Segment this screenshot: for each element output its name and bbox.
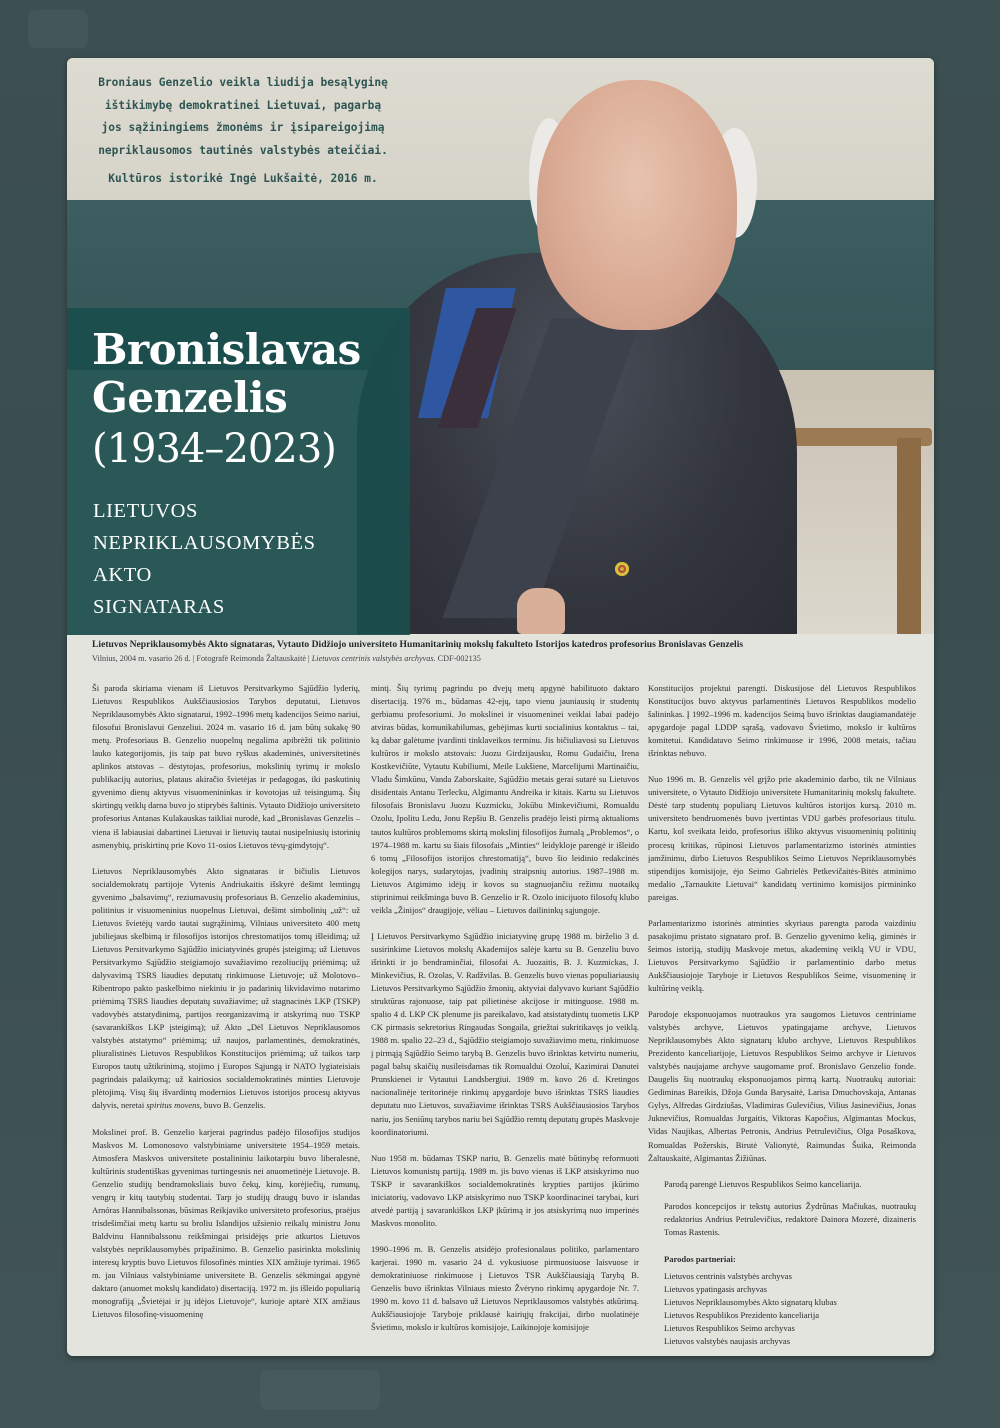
paragraph: Nuo 1958 m. būdamas TSKP nariu, B. Genzelis matė būtinybę reformuoti Lietuvos komunistų partiją. 1989 m. jis buvo vienas iš LKP atsiskyrimo nuo TSKP ir savarankiškos socialdemokratinės krypties partijos įkūrimo iniciatorių, vadovavo LKP atsiskyrimo nuo TSKP koordinacinei tarybai, kuri atvedė partiją į savarankiškos LKP įkūrimą ir jos atsiskyrimą nuo imperinės Maskvos monolito. xyxy=(371,1152,639,1228)
role-title xyxy=(93,495,316,623)
text-column-1 xyxy=(92,682,360,1334)
paragraph: Lietuvos Nepriklausomybės Akto signataras ir bičiulis Lietuvos socialdemokratų partijoje Vytenis Andriukaitis išskyrė dešimt lemtingų gyvenimo „balsavimų“, reziumavusių profesoriaus B. Genzelio akademinius, politinius ir visuomeninius nuopelnus Lietuvai, dešimt simbolinių „už“: už Lietuvos švietėjų vardo tautai sugrąžinimą, Vilniaus universiteto 400 metų jubiliejaus skelbimą ir filosofijos istorijos chrestomatijos tomų išleidimą; už Lietuvos Persitvarkymo Sąjūdžio iniciatyvinės grupės įsteigimą; už Lietuvos Persitvarkymo Sąjūdžio steigiamojo suvažiavimo rezoliucijų priėmimą; už dalyvavimą TSRS liaudies deputatų rinkimuose Lietuvoje; už Molotovo–Ribentropo pakto paskelbimo niekiniu ir jo padarinių likvidavimo nutarimo priėmimą TSRS liaudies deputatų suvažiavime; už stagnacinės LKP (TSKP) vadovybės atstatydinimą, partijos reorganizavimą ir atskyrimą nuo TSKP (savarankiškos LKP įsteigimą); už Akto „Dėl Lietuvos Nepriklausomos valstybės atstatymo“ priėmimą; už naujos, parlamentinės, demokratinės, pliuralistinės Lietuvos Respublikos Konstitucijos priėmimą; už taikos tarp Europos tautų užtikrinimą, stojimo į Europos Sąjungą ir NATO lygiateisiais pagrindais palaikymą; už kairiosios socialdemokratinės minties Lietuvoje plėtojimą. Visų šių išvardintų modernios Lietuvos istorijos procesų aktyvus dalyvis, neretai spiritus movens, buvo B. Genzelis. xyxy=(92,865,360,1111)
paragraph: mintį. Šių tyrimų pagrindu po dvejų metų apgynė habilituoto daktaro disertaciją. 1976 m., būdamas 42-ejų, tapo vienu jauniausių ir studentų gerbiamu profesoriumi. Jo mokslinei ir visuomeninei veiklai labai padėjo atviras būdas, komunikabilumas, gebėjimas kurti socialinius kontaktus – tai, ką dabar galėtume įvardinti tinklaveikos terminu. Jis bičiuliavosi su Lietuvos kultūros ir mokslo atstovais: Juozu Girdzijausku, Romu Gudaičiu, Irena Kostkevičiūte, Vytautu Kubiliumi, Meile Lukšiene, Marcelijumi Martinaičiu, Vladu Šimkūnu, Vanda Zaborskaite, Sąjūdžio metais gerai sutarė su Lietuvos disidentais Antanu Terlecku, Algimantu Andreika ir kitais. Kartu su Lietuvos filosofais Bronislavu Juozu Kuzmicku, Jokūbu Minkevičiumi, Romualdu Ozolu, Ipolitu Ledu, Jonu Repšiu B. Genzelis pradėjo leisti pirmą aktualioms tautos kultūros problemoms skirtą mokslinį filosofijos žurnalą „Problemos“, o 1974–1988 m. kartu su šiais filosofais „Minties“ leidykloje parengė ir išleido 6 tomų „Filosofijos istorijos chrestomatiją“, buvo šio leidinio redakcinės kolegijos narys, sudarytojas, įvadinių straipsnių autorius. 1987–1988 m. Lietuvos Atgimimo idėjų ir kovos su stagnuojančiu režimu nuotaikų stiprinimui reikšminga buvo B. Genzelio ir R. Ozolo inicijuoto filosofų klubo veikla „Žinijos“ draugijoje, vėliau – Lietuvos dailininkų sąjungoje. xyxy=(371,683,639,915)
background-decoration xyxy=(260,1370,380,1410)
first-name: Bronislavas xyxy=(92,325,361,374)
life-years: (1934–2023) xyxy=(92,426,336,472)
caption-main: Lietuvos Nepriklausomybės Akto signataras, Vytauto Didžiojo universiteto Humanitarinių mokslų fakulteto Istorijos katedros profesorius Bronislavas Genzelis xyxy=(92,639,744,650)
role-line: SIGNATARAS xyxy=(93,596,225,618)
caption-credits xyxy=(92,652,922,666)
caption-photographer: Fotografė Reimonda Žaltauskaitė xyxy=(196,654,306,663)
epigraph-quote xyxy=(93,72,393,191)
role-line: LIETUVOS xyxy=(93,500,199,522)
authors-credit: Parodos koncepcijos ir tekstų autorius Žydrūnas Mačiukas, nuotraukų redaktorius Andrius Petrulevičius, redaktorė Dainora Mozerė, dizaineris Tomas Rastenis. xyxy=(664,1200,916,1237)
quote-line: Broniaus Genzelio veikla liudija besąlyginę xyxy=(98,76,388,89)
caption-place-date: Vilnius, 2004 m. vasario 26 d. xyxy=(92,654,191,663)
exhibition-poster xyxy=(67,58,934,1356)
photo-chair-leg xyxy=(897,438,921,634)
photo-face xyxy=(537,80,737,330)
partner-item: Lietuvos Nepriklausomybės Akto signatarų klubas xyxy=(664,1296,837,1307)
partner-item: Lietuvos ypatingasis archyvas xyxy=(664,1283,768,1294)
quote-line: ištikimybę demokratinei Lietuvai, pagarbą xyxy=(104,98,382,112)
partner-item: Lietuvos Respublikos Seimo archyvas xyxy=(664,1323,795,1334)
lapel-pin-icon xyxy=(615,562,629,576)
text-column-3 xyxy=(648,682,916,1348)
photo-hand xyxy=(517,588,565,634)
paragraph: Ši paroda skiriama vienam iš Lietuvos Persitvarkymo Sąjūdžio lyderių, Lietuvos Respublikos Aukščiausiosios Tarybos deputatui, Lietuvos Nepriklausomybės Akto signatarui, 1992–1996 metų kadencijos Seimo nariui, filosofui Bronislavui Genzeliui. 2024 m. vasario 16 d. jam būtų sukakę 90 metų. Profesoriaus B. Genzelio nuopelnų negalima apibrėžti tik politinio lauko kategorijomis, jis taip pat buvo ryškus akademinės, universitetinės aplinkos atstovas – dėstytojas, profesorius, mokslinių tyrimų ir mokslo publikacijų autorius, plataus akiračio švietėjas ir pedagogas, iki paskutinių gyvenimo dienų aktyvus visuomenininkas ir kovotojas už teisingumą. Šių skirtingų veiklų darna buvo jo stiprybės šaltinis. Vytauto Didžiojo universiteto profesorius Antanas Kulakauskas taikliai nurodė, kad „Bronislavas Genzelis – viena iš labiausiai dabartinei Lietuvai ir lietuvių tautai nusipelniusių istorinių asmenybių, priskirtinų prie Kovo 11-osios Lietuvos tėvų-gimdytojų“. xyxy=(92,683,360,850)
person-name xyxy=(92,326,361,422)
italic-term: spiritus movens xyxy=(146,1100,200,1111)
photo-caption xyxy=(92,638,922,666)
exhibition-credits xyxy=(664,1178,916,1349)
quote-author: Kultūros istorikė Ingė Lukšaitė, 2016 m. xyxy=(108,172,378,186)
partners-heading: Parodos partneriai: xyxy=(664,1253,736,1264)
partner-item: Lietuvos centrinis valstybės archyvas xyxy=(664,1270,792,1281)
role-line: NEPRIKLAUSOMYBĖS xyxy=(93,532,316,554)
caption-separator: | xyxy=(308,654,310,663)
text-column-2 xyxy=(371,682,639,1347)
paragraph: Mokslinei prof. B. Genzelio karjerai pagrindus padėjo filosofijos studijos Maskvos M. Lomonosovo valstybiniame universitete 1954–1959 metais. Atmosfera Maskvos universitete postalininiu laikotarpiu buvo liberalesnė, kultūrinis studentiškas gyvenimas turtingesnis nei anuometinėje Lietuvoje. B. Genzelio studijų bendramoksliais buvo čekų, kinų, korėjiečių, rumunų, vengrų ir kitų tautybių studentai. Tarp jo studijų draugų buvo ir islandas Arnóras Hannibalssonas, būsimas Reikjaviko universiteto profesorius, praėjus trisdešimčiai metų kartu su broliu Islandijos užsienio reikalų ministru Jonu Baldvinu Hannibalssonu reikšmingai prisidėjęs prie atkurtos Lietuvos valstybės nepriklausomybės pripažinimo. B. Genzelio pasirinkta mokslinių interesų kryptis buvo Lietuvos filosofinės minties XIX amžiuje tyrimai. 1965 m. jau Vilniaus valstybiniame universitete B. Genzelis sėkmingai apgynė daktaro (anuomet mokslų kandidato) disertaciją. 1972 m. jis išleido populiarią monografiją „Švietėjai ir jų idėjos Lietuvoje“, kurioje aptarė XIX amžiaus Lietuvos filosofinę-visuomeninę xyxy=(92,1126,360,1320)
caption-separator: | xyxy=(192,654,195,663)
prepared-by: Parodą parengė Lietuvos Respublikos Seimo kanceliarija. xyxy=(664,1178,862,1189)
role-line: AKTO xyxy=(93,564,152,586)
paragraph: Parodoje eksponuojamos nuotraukos yra saugomos Lietuvos centriniame valstybės archyve, Lietuvos ypatingajame archyve, Lietuvos Nepriklausomybės Akto signatarų klubo archyve, Lietuvos Respublikos Prezidento kanceliarijoje, Lietuvos Respublikos Seimo archyve ir Lietuvos valstybės naujajame archyve saugomame prof. Bronislavo Genzelio fonde. Daugelis šių nuotraukų eksponuojamos pirmą kartą. Nuotraukų autoriai: Gediminas Bareikis, Džoja Gunda Barysaitė, Larisa Dmuchovskaja, Antanas Gylys, Alfredas Girdziušas, Vladimiras Gulevičius, Vilius Jasinevičius, Jonas Juknevičius, Romualdas Jurgaitis, Viktoras Kapočius, Algimantas Mockus, Vidas Naujikas, Albertas Petronis, Andrius Petrulevičius, Olga Posaškova, Romualdas Požerskis, Birutė Valionytė, Raimundas Šuika, Reimonda Žaltauskaitė, Algimantas Žižiūnas. xyxy=(648,1009,916,1163)
paragraph: Parlamentarizmo istorinės atminties skyriaus parengta paroda vaizdiniu pasakojimu pristato signataro prof. B. Genzelio gyvenimo kelią, giminės ir šeimos istoriją, studijų Maskvoje metus, akademinę veiklą VU ir VDU, Lietuvos Persitvarkymo Sąjūdžio ir parlamentinio darbo metus Aukščiausiojoje Taryboje ir Lietuvos Respublikos Seime, visuomeninę ir kultūrinę veiklą. xyxy=(648,917,916,993)
body-text xyxy=(92,682,922,1347)
partner-item: Lietuvos valstybės naujasis archyvas xyxy=(664,1336,791,1347)
paragraph: Į Lietuvos Persitvarkymo Sąjūdžio iniciatyvinę grupę 1988 m. birželio 3 d. susirinkime Lietuvos mokslų Akademijos salėje kartu su B. Genzeliu buvo išrinkti ir jo bendraminčiai, filosofai A. Juozaitis, B. J. Kuzmickas, J. Minkevičius, R. Ozolas, V. Radžvilas. B. Genzelis buvo vienas populiariausių Lietuvos Persitvarkymo Sąjūdžio žmonių, aktyviai dalyvavo kuriant Sąjūdžio struktūras rajonuose, taip pat pilietinėse akcijose ir mitinguose. 1988 m. spalio 4 d. LKP CK plenume jis pareikalavo, kad atsistatydintų tuometis LKP CK pirmasis sekretorius Ringaudas Songaila, griežtai sukritikavęs jo veiklą. 1988 m. spalio 22–23 d., Sąjūdžio steigiamojo suvažiavimo metu, rinkimuose į pirmąją Sąjūdžio Seimo tarybą B. Genzelis buvo išrinktas ketvirtu numeriu, pagal balsų skaičių nusileisdamas tik Romualdui Ozoluí, Kazimirai Danutei Prunskienei ir Vytautui Landsbergiui. 1989 m. kovo 26 d. Kretingos nacionalinėje teritorinėje rinkimų apygardoje buvo išrinktas TSRS liaudies deputatu nuo Lietuvos, suvažiavime išrinktas TSRS Aukščiausiosios Tarybos nariu, jos Seniūnų tarybos nariu bei Sąjūdžio remtų deputatų grupės Maskvoje koordinatoriumi. xyxy=(371,930,639,1137)
background-decoration xyxy=(28,10,88,48)
paragraph: Konstitucijos projektui parengti. Diskusijose dėl Lietuvos Respublikos Konstitucijos buvo aktyvus parlamentinės Lietuvos Respublikos modelio šalininkas. Į 1992–1996 m. kadencijos Seimą buvo išrinktas daugiamandatėje apygardoje pagal LDDP sąrašą, vadovavo Švietimo, mokslo ir kultūros komitetui. Kandidatavo Seimo rinkimuose ir 1996, 2008 metais, tačiau išrinktas nebuvo. xyxy=(648,683,916,759)
caption-archive: Lietuvos centrinis valstybės archyvas. xyxy=(311,654,436,663)
quote-line: jos sąžiningiems žmonėms ir įsipareigojimą xyxy=(101,121,385,135)
last-name: Genzelis xyxy=(92,373,288,422)
partner-item: Lietuvos Respublikos Prezidento kanceliarija xyxy=(664,1309,819,1320)
quote-line: nepriklausomos tautinės valstybės ateičiai. xyxy=(98,143,388,157)
title-panel xyxy=(67,308,410,635)
paragraph: 1990–1996 m. B. Genzelis atsidėjo profesionalaus politiko, parlamentaro karjerai. 1990 m. vasario 24 d. vykusiuose pirmuosiuose laisvuose ir demokratiniuose rinkimuose į Lietuvos TSR Aukščiausiąją Tarybą B. Genzelis buvo išrinktas Vilniaus miesto Žvėryno rinkimų apygardoje Nr. 7. 1990 m. kovo 11 d. balsavo už Lietuvos Nepriklausomos valstybės atkūrimą. Aukščiausiojoje Taryboje priklausė kairiųjų frakcijai, dirbo nuolatinėje Švietimo, mokslo ir kultūros komisijoje, Laikinojoje komisijoje xyxy=(371,1243,639,1333)
paragraph: Nuo 1996 m. B. Genzelis vėl grįžo prie akademinio darbo, tik ne Vilniaus universitete, o Vytauto Didžiojo universitete Humanitarinių mokslų fakultete. Dėstė tarp studentų populiarų Lietuvos kultūros istorijos kursą. 2010 m. universiteto bendruomenės buvo įvertintas VDU garbės profesoriaus titulu. Kartu, kol sveikata leido, profesorius išliko aktyvus visuomeninių politinių procesų kritikas, rūpinosi Lietuvos parlamentarizmo istorinės atminties įamžinimu, dirbo Lietuvos Respublikos Seimo Lietuvos Nepriklausomybės stipendijos komisijoje, ėjo Seimo Gabrielės Petkevičaitės-Bitės atminimo medalio „Tarnaukite Lietuvai“ kandidatų vertinimo komisijos pirmininko pareigas. xyxy=(648,774,916,902)
caption-archive-id: CDF-002135 xyxy=(437,654,481,663)
